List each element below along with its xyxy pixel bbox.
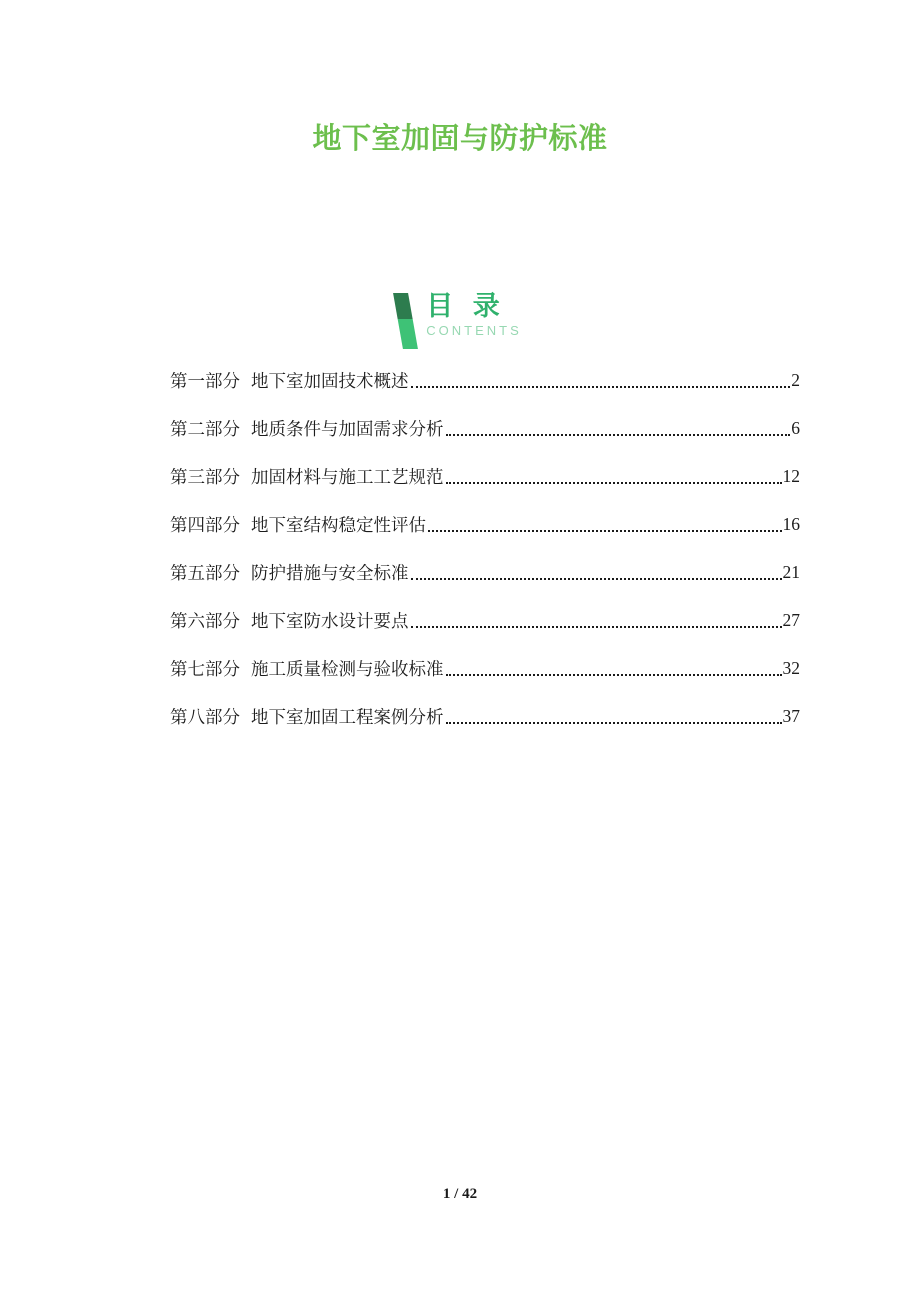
toc-entry-page: 16 xyxy=(782,513,800,534)
toc-entry xyxy=(170,692,800,740)
toc-entry-title: 地下室防水设计要点 xyxy=(251,610,409,631)
toc-entry-part: 第六部分 xyxy=(170,610,240,631)
toc-entry-title: 地下室加固工程案例分析 xyxy=(251,706,444,727)
toc-list xyxy=(170,356,800,740)
toc-entry xyxy=(170,452,800,500)
toc-entry-title: 加固材料与施工工艺规范 xyxy=(251,466,444,487)
toc-entry-page: 27 xyxy=(782,609,800,630)
toc-entry-leader-dots xyxy=(428,530,782,532)
toc-entry xyxy=(170,404,800,452)
toc-entry-leader-dots xyxy=(446,722,782,724)
toc-entry xyxy=(170,356,800,404)
toc-entry xyxy=(170,644,800,692)
toc-heading-en: CONTENTS xyxy=(426,323,522,338)
toc-entry-title: 地质条件与加固需求分析 xyxy=(251,418,444,439)
toc-entry-part: 第二部分 xyxy=(170,418,240,439)
toc-entry-part: 第八部分 xyxy=(170,706,240,727)
document-title: 地下室加固与防护标准 xyxy=(312,123,608,155)
toc-entry-leader-dots xyxy=(446,434,791,436)
toc-entry-title: 地下室结构稳定性评估 xyxy=(251,514,426,535)
toc-entry-page: 32 xyxy=(782,657,800,678)
toc-entry-page: 37 xyxy=(782,705,800,726)
toc-entry-title: 施工质量检测与验收标准 xyxy=(251,658,444,679)
toc-header xyxy=(0,291,920,349)
toc-entry-title: 地下室加固技术概述 xyxy=(251,370,409,391)
toc-slash-icon xyxy=(393,293,418,349)
toc-entry-leader-dots xyxy=(446,482,782,484)
toc-heading xyxy=(426,291,522,338)
toc-entry-part: 第一部分 xyxy=(170,370,240,391)
toc-entry xyxy=(170,548,800,596)
toc-entry-leader-dots xyxy=(411,626,782,628)
toc-entry-part: 第四部分 xyxy=(170,514,240,535)
toc-entry xyxy=(170,596,800,644)
toc-entry-leader-dots xyxy=(411,578,782,580)
toc-entry xyxy=(170,500,800,548)
toc-entry-leader-dots xyxy=(411,386,791,388)
toc-entry-page: 12 xyxy=(782,465,800,486)
toc-entry-page: 21 xyxy=(782,561,800,582)
toc-heading-zh: 目 录 xyxy=(426,291,500,321)
toc-entry-page: 6 xyxy=(791,417,800,438)
page-footer xyxy=(0,1186,920,1203)
toc-entry-leader-dots xyxy=(446,674,782,676)
page-number: 1 / 42 xyxy=(442,1186,478,1202)
toc-entry-title: 防护措施与安全标准 xyxy=(251,562,409,583)
toc-entry-part: 第五部分 xyxy=(170,562,240,583)
toc-entry-part: 第七部分 xyxy=(170,658,240,679)
toc-entry-part: 第三部分 xyxy=(170,466,240,487)
toc-entry-page: 2 xyxy=(791,369,800,390)
